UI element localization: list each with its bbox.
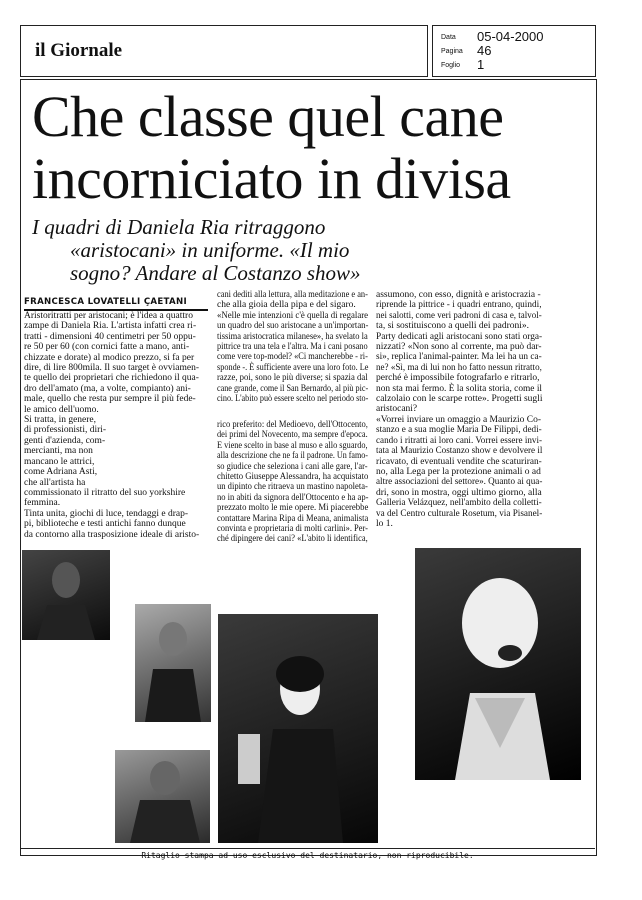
text-line: contattare Marina Ripa di Meana, animalista xyxy=(217,513,369,524)
dog-portrait-uniform xyxy=(22,550,110,640)
text-line: «Nelle mie intenzioni c'è quella di regalare xyxy=(217,310,369,321)
text-line: perché è impossibile fotografarlo e ritrarlo, xyxy=(376,373,540,384)
text-line: sponde -. È sufficiente avere una loro foto. Le xyxy=(217,362,369,373)
text-line: no in abiti da signora dell'Ottocento e ha ap- xyxy=(217,492,369,503)
text-line: pi, biblioteche e testi antichi fanno dunque xyxy=(24,519,186,530)
text-line: Aristoritratti per aristocani; è l'idea a quattro xyxy=(24,311,193,321)
dog-portrait-hussar xyxy=(115,750,210,843)
date-value: 05-04-2000 xyxy=(477,29,544,44)
text-line: stanzo e a sua moglie Maria De Filippi, dedi- xyxy=(376,425,542,436)
meta-box xyxy=(432,25,596,77)
text-line: dei primi del Novecento, ma sempre d'epoca. xyxy=(217,430,368,441)
text-line: te quello dei proprietari che richiedono il qua- xyxy=(24,373,199,384)
subheadline xyxy=(32,216,361,285)
text-line: si», replica l'animal-painter. Ma lei ha un ca- xyxy=(376,352,542,363)
text-line: nei salotti, come veri padroni di casa e, talvol- xyxy=(376,310,542,321)
text-line: genti d'azienda, com- xyxy=(24,435,106,446)
text-line: ne? «Sì, ma di lui non ho fatto nessun ritratto, xyxy=(376,362,542,373)
text-line: ricavato, di eventuali vendite che scaturiran- xyxy=(376,456,542,467)
text-line: mancano le attrici, xyxy=(24,456,95,467)
text-line: femmina. xyxy=(24,498,61,509)
dog-portrait-soldier xyxy=(135,604,211,722)
date-label: Data xyxy=(441,34,456,41)
text-line: Galleria Velázquez, nell'ambito della colletti- xyxy=(376,498,542,509)
text-line: no, alla Lega per la protezione animali o ad xyxy=(376,466,541,477)
masthead: il Giornale xyxy=(35,40,123,61)
text-line: dire, di lire 800mila. Il suo target è ovviamen- xyxy=(24,363,199,374)
text-line: un quadro del suo aristocane a un'importan- xyxy=(217,321,369,332)
text-line: va del Centro culturale Rosetum, via Pisanel- xyxy=(376,508,543,519)
text-line: nizzati? «Non sono al corrente, ma può dar- xyxy=(376,342,542,353)
text-line: rico preferito: del Medioevo, dell'Ottocento, xyxy=(217,420,368,430)
byline: FRANCESCA LOVATELLI ÇAETANI xyxy=(24,297,208,311)
text-line: E viene scelto in base al muso e allo sguardo, xyxy=(217,440,368,451)
column-1 xyxy=(24,311,210,540)
text-line: riprende la pittrice - i quadri entrano, quindi, xyxy=(376,300,542,311)
text-line: aristocani? xyxy=(376,404,418,415)
text-line: calzolaio con le scarpe rotte». Progetti sugli xyxy=(376,394,543,405)
text-line: «Vorrei inviare un omaggio a Maurizio Co- xyxy=(376,414,541,425)
text-line: come Adriana Asti, xyxy=(24,467,98,478)
masthead-box xyxy=(20,25,428,77)
column-2-bottom xyxy=(217,420,368,545)
page-label: Pagina xyxy=(441,48,463,55)
text-line: ché dipingere dei cani? «L'abito li identifica, xyxy=(217,534,368,545)
headline-line: Che classe quel cane xyxy=(32,84,504,149)
text-line: le amico dell'uomo. xyxy=(24,404,99,415)
text-line: tratti - dimensioni 40 centimetri per 50 oppu- xyxy=(24,331,196,342)
text-line: che all'artista ha xyxy=(24,477,86,488)
text-line: chitetto Giuseppe Alessandra, ha acquistato xyxy=(217,472,369,483)
text-line: commissionato il ritratto del suo yorkshire xyxy=(24,487,186,498)
text-line: ta, si sostituiscono a quelli dei padroni». xyxy=(376,321,530,332)
subheadline-line: «aristocani» in uniforme. «Il mio xyxy=(70,238,350,262)
text-line: dro dell'amato (ma, a volte, compianto) ani- xyxy=(24,383,191,394)
text-line: pittrice tra una tela e l'altra. Ma i cani posano xyxy=(217,342,368,353)
sheet-label: Foglio xyxy=(441,62,461,69)
text-line: che alla gioia della pipa e del sigaro. xyxy=(217,300,356,311)
text-line: cino. L'abito può essere scelto nel periodo sto- xyxy=(217,394,369,405)
subheadline-line: sogno? Andare al Costanzo show» xyxy=(70,261,361,285)
text-line: tata al Maurizio Costanzo show e devolvere il xyxy=(376,446,543,457)
text-line: Party dedicati agli aristocani sono stati orga- xyxy=(376,331,543,342)
text-line: da contorno alla trasposizione ideale di aristo- xyxy=(24,529,200,540)
headline-line: incorniciato in divisa xyxy=(32,146,511,211)
text-line: cani dediti alla lettura, alla meditazione e an- xyxy=(217,290,368,300)
dog-portrait-reading xyxy=(218,614,378,843)
clipping-notice: Ritaglio stampa ad uso esclusivo del destinatario, non riproducibile. xyxy=(20,848,595,860)
text-line: altre associazioni del settore». Quanto ai qua- xyxy=(376,477,543,488)
column-3 xyxy=(376,290,542,529)
text-line: zampe di Daniela Ria. L'artista infatti crea ri- xyxy=(24,321,197,332)
sheet-value: 1 xyxy=(477,57,485,72)
text-line: lo 1. xyxy=(376,518,393,529)
text-line: dri, sono in mostra, oggi ultimo giorno, alla xyxy=(376,487,542,498)
text-line: prezzato molto le mie opere. Mi piacerebbe xyxy=(217,503,369,514)
text-line: Tinta unita, giochi di luce, tendaggi e drap- xyxy=(24,508,189,519)
page-value: 46 xyxy=(477,43,492,58)
labrador-portrait xyxy=(415,548,581,780)
text-line: tissima aristocratica milanese», ha svelato la xyxy=(217,331,368,342)
text-line: mercianti, ma non xyxy=(24,446,93,457)
text-line: convinta e proprietaria di molti carlini». Per- xyxy=(217,524,368,535)
text-line: chizzate e dorate) al modico prezzo, si fa per xyxy=(24,352,195,363)
text-line: cando i ritratti ai loro cani. Vorrei essere invi- xyxy=(376,435,543,446)
text-line: un dipinto che ritraeva un mastino napoleta- xyxy=(217,482,368,493)
text-line: di professionisti, diri- xyxy=(24,425,107,436)
text-line: non sta mai fermo. È la solita storia, come il xyxy=(376,383,543,394)
text-line: assumono, con esso, dignità e aristocrazia - xyxy=(376,290,541,300)
text-line: come vere top-model? «Ci mancherebbe - ri- xyxy=(217,352,368,363)
text-line: re 50 per 60 (con cornici fatte a mano, anti- xyxy=(24,342,190,353)
text-line: so giudice che seleziona i cani alle gare, l'ar- xyxy=(217,461,368,472)
headline xyxy=(32,86,511,210)
column-2-top xyxy=(217,290,368,404)
text-line: Si tratta, in genere, xyxy=(24,415,97,426)
text-line: male, quello che resta pur sempre il più fede- xyxy=(24,394,196,405)
text-line: razze, poi, sono le più diverse; si spazia dal xyxy=(217,373,368,384)
text-line: alla descrizione che ne fa il padrone. Un famo- xyxy=(217,451,368,462)
text-line: cane grande, come il San Bernardo, al più pic- xyxy=(217,383,369,394)
subheadline-line: I quadri di Daniela Ria ritraggono xyxy=(32,215,326,239)
